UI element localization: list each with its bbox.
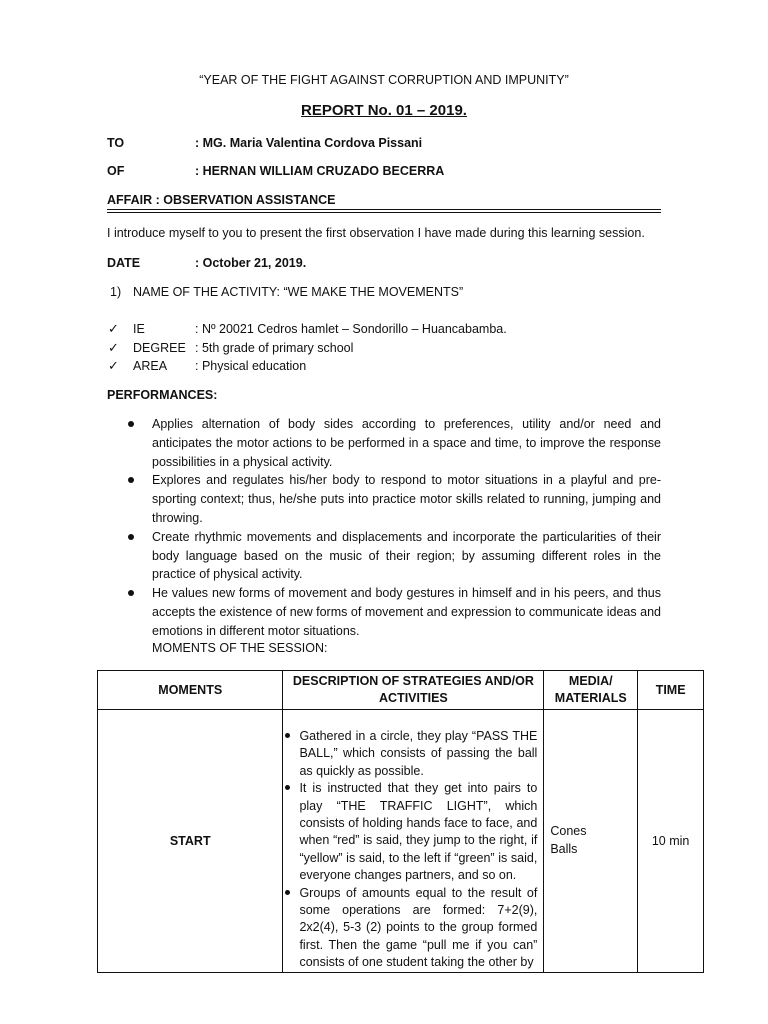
detail-label: AREA: [133, 359, 168, 373]
detail-value: : 5th grade of primary school: [195, 341, 354, 355]
header-moments: MOMENTS: [98, 671, 283, 710]
of-value: : HERNAN WILLIAM CRUZADO BECERRA: [195, 164, 445, 178]
media-item: Balls: [550, 841, 578, 856]
detail-label: IE: [133, 322, 145, 336]
bullet-icon: [128, 477, 134, 483]
performance-text: Create rhythmic movements and displacements and incorporate the particularities of their body language based on the music of their region; by assuming different roles in the practice of physical activity.: [152, 529, 661, 582]
motto-line: “YEAR OF THE FIGHT AGAINST CORRUPTION AND IMPUNITY”: [199, 73, 569, 87]
detail-value: : Physical education: [195, 359, 307, 373]
header-media: MEDIA/ MATERIALS: [544, 671, 638, 710]
date-label: DATE: [107, 256, 141, 270]
list-item: [107, 471, 661, 527]
media-item: Cones: [550, 824, 587, 839]
checkmark-icon: ✓: [108, 340, 119, 355]
activity-text: Gathered in a circle, they play “PASS THE BALL,” which consists of passing the ball as quickly as possible.: [299, 729, 538, 778]
list-item: [285, 780, 537, 884]
bullet-icon: [285, 785, 290, 790]
activity-text: Groups of amounts equal to the result of some operations are formed: 7+2(9), 2x2(4), 5-3 (2) points to the group formed first. Then the game “pull me if you can” consists of one student taking the other by: [299, 885, 538, 970]
header-description: DESCRIPTION OF STRATEGIES AND/OR ACTIVITIES: [283, 671, 544, 710]
to-label: TO: [107, 136, 125, 150]
performance-text: Explores and regulates his/her body to respond to motor situations in a playful and pre-sporting context; thus, he/she puts into practice motor skills related to running, jumping and throwing.: [152, 473, 661, 525]
detail-label: DEGREE: [133, 341, 186, 355]
table-header-row: [98, 671, 704, 710]
list-item: [107, 528, 661, 584]
list-item: [285, 728, 537, 780]
performance-text: Applies alternation of body sides according to preferences, utility and/or need and anticipates the motor actions to be performed in a space and time, to improve the response possibilities in a physical activity.: [152, 417, 661, 469]
time-cell: 10 min: [638, 710, 704, 973]
checkmark-icon: ✓: [108, 358, 119, 373]
activities-cell: [283, 710, 544, 973]
bullet-icon: [128, 534, 134, 540]
checkmark-icon: ✓: [108, 321, 119, 336]
bullet-icon: [285, 890, 290, 895]
of-label: OF: [107, 164, 125, 178]
media-cell: [544, 710, 638, 973]
performances-list: [107, 415, 661, 641]
affair-line: AFFAIR : OBSERVATION ASSISTANCE: [107, 193, 336, 207]
table-row: [98, 710, 704, 973]
divider-rule: [107, 212, 661, 213]
date-value: : October 21, 2019.: [195, 256, 307, 270]
bullet-icon: [285, 733, 290, 738]
detail-value: : Nº 20021 Cedros hamlet – Sondorillo – Huancabamba.: [195, 322, 507, 336]
to-value: : MG. Maria Valentina Cordova Pissani: [195, 136, 423, 150]
list-item: [107, 584, 661, 640]
activity-number: 1): [110, 285, 122, 299]
performances-heading: PERFORMANCES:: [107, 388, 218, 402]
bullet-icon: [128, 421, 134, 427]
moments-label: MOMENTS OF THE SESSION:: [152, 641, 328, 655]
moment-cell: START: [98, 710, 283, 973]
activity-text: It is instructed that they get into pairs to play “THE TRAFFIC LIGHT”, which consists of holding hands face to face, and when “red” is said, they jump to the right, if “yellow” is said, to the left if “green” is said, everyone changes partners, and so on.: [299, 781, 538, 883]
bullet-icon: [128, 590, 134, 596]
performance-text: He values new forms of movement and body gestures in himself and in his peers, and thus accepts the existence of new forms of movement and expression to communicate ideas and emotions in different motor situations.: [152, 586, 661, 638]
report-title: REPORT No. 01 – 2019.: [301, 102, 467, 119]
intro-paragraph: I introduce myself to you to present the first observation I have made during this learning session.: [107, 226, 645, 240]
header-time: TIME: [638, 671, 704, 710]
list-item: [107, 415, 661, 471]
moments-table: [97, 670, 704, 973]
activity-name: NAME OF THE ACTIVITY: “WE MAKE THE MOVEMENTS”: [133, 285, 464, 299]
list-item: [285, 885, 537, 972]
divider-rule: [107, 209, 661, 210]
